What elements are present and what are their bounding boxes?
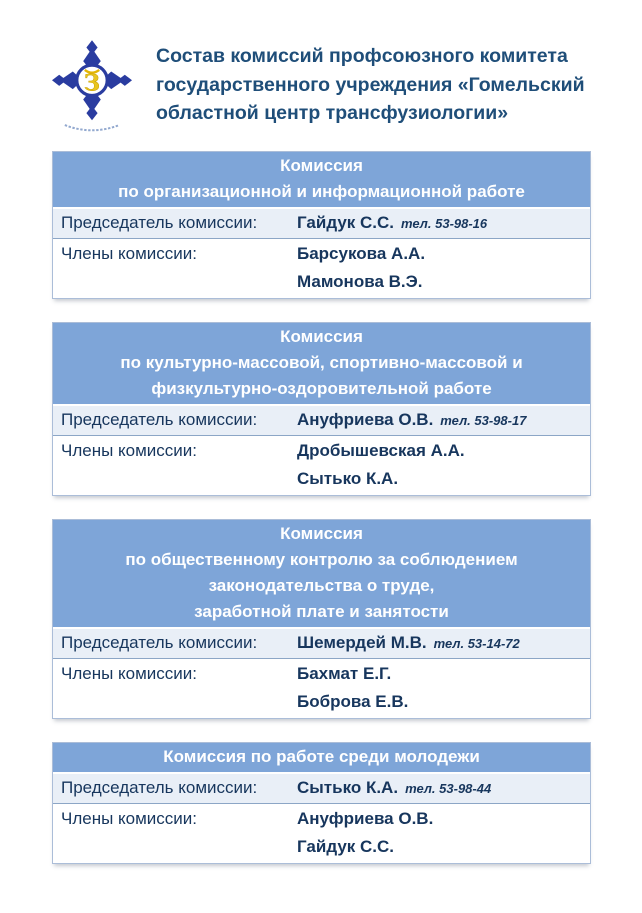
member-name: Боброва Е.В. — [297, 692, 409, 711]
members-row — [53, 659, 590, 718]
chairman-name: Шемердей М.В. — [297, 633, 427, 652]
member-name: Ануфриева О.В. — [297, 809, 434, 828]
chairman-value — [295, 774, 590, 802]
members-label: Члены комиссии: — [61, 664, 198, 683]
commission-title — [53, 152, 590, 207]
chairman-phone: тел. 53-98-17 — [440, 413, 527, 428]
chairman-row — [53, 772, 590, 804]
chairman-name: Гайдук С.С. — [297, 213, 395, 232]
chairman-phone: тел. 53-98-44 — [405, 781, 492, 796]
members-list — [295, 437, 590, 493]
page-title-line: областной центр трансфузиологии» — [156, 102, 509, 124]
commission-title-line: по общественному контролю за соблюдением — [125, 550, 518, 569]
members-row — [53, 804, 590, 863]
commission-title — [53, 520, 590, 627]
members-label: Члены комиссии: — [61, 441, 198, 460]
commission-title-line: по организационной и информационной работе — [118, 182, 525, 201]
document-header — [52, 38, 590, 135]
commission-title-line: Комиссия — [280, 156, 363, 175]
members-list — [295, 805, 590, 861]
commission-tables — [52, 151, 590, 864]
chairman-name: Сытько К.А. — [297, 778, 399, 797]
page-title — [156, 42, 585, 128]
member-name: Бахмат Е.Г. — [297, 664, 392, 683]
member-name: Сытько К.А. — [297, 469, 399, 488]
commission-title — [53, 323, 590, 404]
page-title-line: государственного учреждения «Гомельский — [156, 73, 585, 96]
commission-title-line: Комиссия по работе среди молодежи — [163, 747, 480, 766]
chairman-label: Председатель комиссии: — [61, 213, 258, 232]
commission-title-line: законодательства о труде, — [208, 576, 435, 595]
chairman-value — [295, 406, 590, 434]
chairman-label: Председатель комиссии: — [61, 410, 258, 429]
members-row — [53, 239, 590, 298]
commission-title-line: Комиссия — [280, 524, 363, 543]
chairman-phone: тел. 53-14-72 — [433, 636, 520, 651]
commission-title-line: физкультурно-оздоровительной работе — [151, 379, 492, 398]
chairman-name: Ануфриева О.В. — [297, 410, 434, 429]
chairman-row — [53, 207, 590, 239]
members-label: Члены комиссии: — [61, 244, 198, 263]
chairman-value — [295, 629, 590, 657]
chairman-value — [295, 209, 590, 237]
commission-title-line: заработной плате и занятости — [194, 602, 449, 621]
union-logo-icon — [52, 40, 132, 135]
chairman-row — [53, 404, 590, 436]
commission-title-line: Комиссия — [280, 327, 363, 346]
members-label: Члены комиссии: — [61, 809, 198, 828]
member-name: Барсукова А.А. — [297, 244, 426, 263]
logo-letter: З — [83, 70, 101, 97]
members-row — [53, 436, 590, 495]
member-name: Мамонова В.Э. — [297, 272, 423, 291]
member-name: Гайдук С.С. — [297, 837, 395, 856]
chairman-label: Председатель комиссии: — [61, 778, 258, 797]
chairman-row — [53, 627, 590, 659]
commission-title-line: по культурно-массовой, спортивно-массовой и — [120, 353, 523, 372]
commission-table — [52, 519, 591, 719]
commission-table — [52, 322, 591, 496]
page-title-line: Состав комиссий профсоюзного комитета — [156, 45, 568, 67]
members-list — [295, 240, 590, 296]
chairman-phone: тел. 53-98-16 — [401, 216, 488, 231]
chairman-label: Председатель комиссии: — [61, 633, 258, 652]
member-name: Дробышевская А.А. — [297, 441, 465, 460]
commission-table — [52, 151, 591, 299]
union-logo — [52, 40, 132, 135]
commission-title — [53, 743, 590, 772]
members-list — [295, 660, 590, 716]
commission-table — [52, 742, 591, 864]
